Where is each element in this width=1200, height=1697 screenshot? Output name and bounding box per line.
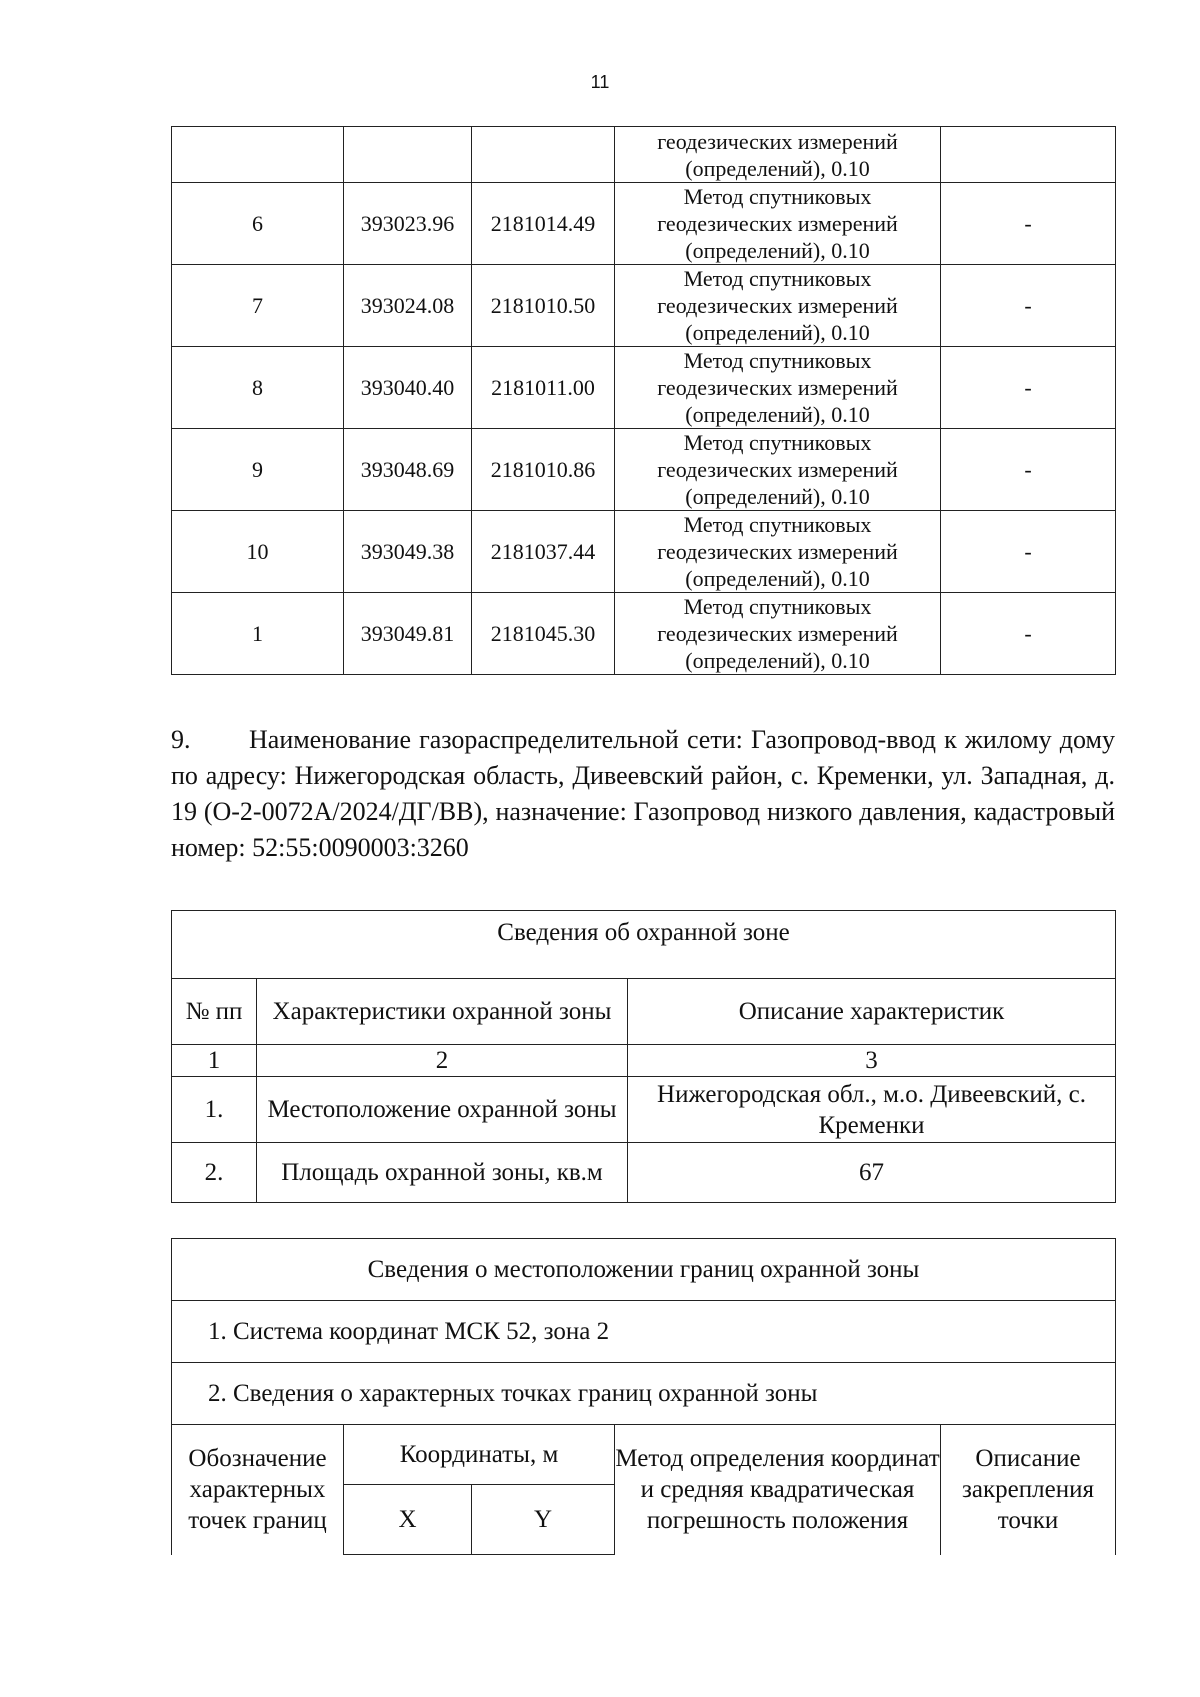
table-row: 2. Площадь охранной зоны, кв.м 67 [172,1143,1116,1203]
header-coordinates: Координаты, м [344,1425,615,1485]
method-cell: Метод спутниковых геодезических измерений (определений), 0.10 [615,183,941,265]
header-point: Обозначение характерных точек границ [172,1425,344,1555]
method-cell: Метод спутниковых геодезических измерений (определений), 0.10 [615,347,941,429]
header-description: Описание закрепления точки [941,1425,1116,1555]
table-row [172,265,1116,347]
table-row [172,511,1116,593]
y-cell: 2181014.49 [472,183,615,265]
description-cell: - [941,429,1116,511]
point-cell: 6 [172,183,344,265]
y-cell: 2181010.86 [472,429,615,511]
point-cell: 1 [172,593,344,675]
y-cell: 2181011.00 [472,347,615,429]
method-cell: геодезических измерений (определений), 0.10 [615,127,941,183]
x-cell: 393024.08 [344,265,472,347]
y-cell: 2181037.44 [472,511,615,593]
x-cell: 393048.69 [344,429,472,511]
section-paragraph [171,722,1115,866]
method-cell: Метод спутниковых геодезических измерений (определений), 0.10 [615,265,941,347]
points-section-title: 2. Сведения о характерных точках границ охранной зоны [172,1363,1116,1425]
table-row [172,127,1116,183]
x-cell: 393040.40 [344,347,472,429]
page-number: 11 [590,72,610,92]
method-cell: Метод спутниковых геодезических измерений (определений), 0.10 [615,593,941,675]
table-row: 1. Местоположение охранной зоны Нижегородская обл., м.о. Дивеевский, с. Кременки [172,1077,1116,1143]
y-cell: 2181045.30 [472,593,615,675]
table-row [172,347,1116,429]
y-cell: 2181010.50 [472,265,615,347]
point-cell: 9 [172,429,344,511]
numbering-cell: 3 [628,1045,1116,1077]
x-cell: 393049.81 [344,593,472,675]
table-title: Сведения об охранной зоне [172,911,1116,979]
numbering-cell: 1 [172,1045,257,1077]
header-x: X [344,1485,472,1555]
x-cell: 393023.96 [344,183,472,265]
boundaries-table [171,1238,1116,1555]
method-cell: Метод спутниковых геодезических измерений (определений), 0.10 [615,511,941,593]
description-cell: - [941,265,1116,347]
coordinates-table [171,126,1116,675]
table-row [172,593,1116,675]
header-cell: № пп [172,979,257,1045]
description-cell: - [941,511,1116,593]
table-row [172,183,1116,265]
table-title: Сведения о местоположении границ охранной зоны [172,1239,1116,1301]
method-cell: Метод спутниковых геодезических измерений (определений), 0.10 [615,429,941,511]
x-cell: 393049.38 [344,511,472,593]
point-cell: 8 [172,347,344,429]
header-y: Y [472,1485,615,1555]
header-method: Метод определения координат и средняя квадратическая погрешность положения [615,1425,941,1555]
coordinate-system: 1. Система координат МСК 52, зона 2 [172,1301,1116,1363]
header-cell: Описание характеристик [628,979,1116,1045]
table-row [172,429,1116,511]
description-cell: - [941,183,1116,265]
section-number: 9. [171,725,191,754]
header-cell: Характеристики охранной зоны [257,979,628,1045]
point-cell: 10 [172,511,344,593]
section-text: Наименование газораспределительной сети: Газопровод-ввод к жилому дому по адресу: Нижегородская область, Дивеевский район, с. Кременки, ул. Западная, д. 19 (О-2-0072А/2024/ДГ/ВВ), назначение: Газопровод низкого давления, кадастровый номер: 52:55:0090003:3260 [171,725,1115,862]
numbering-cell: 2 [257,1045,628,1077]
point-cell: 7 [172,265,344,347]
protection-zone-table [171,910,1116,1203]
description-cell: - [941,347,1116,429]
description-cell: - [941,593,1116,675]
